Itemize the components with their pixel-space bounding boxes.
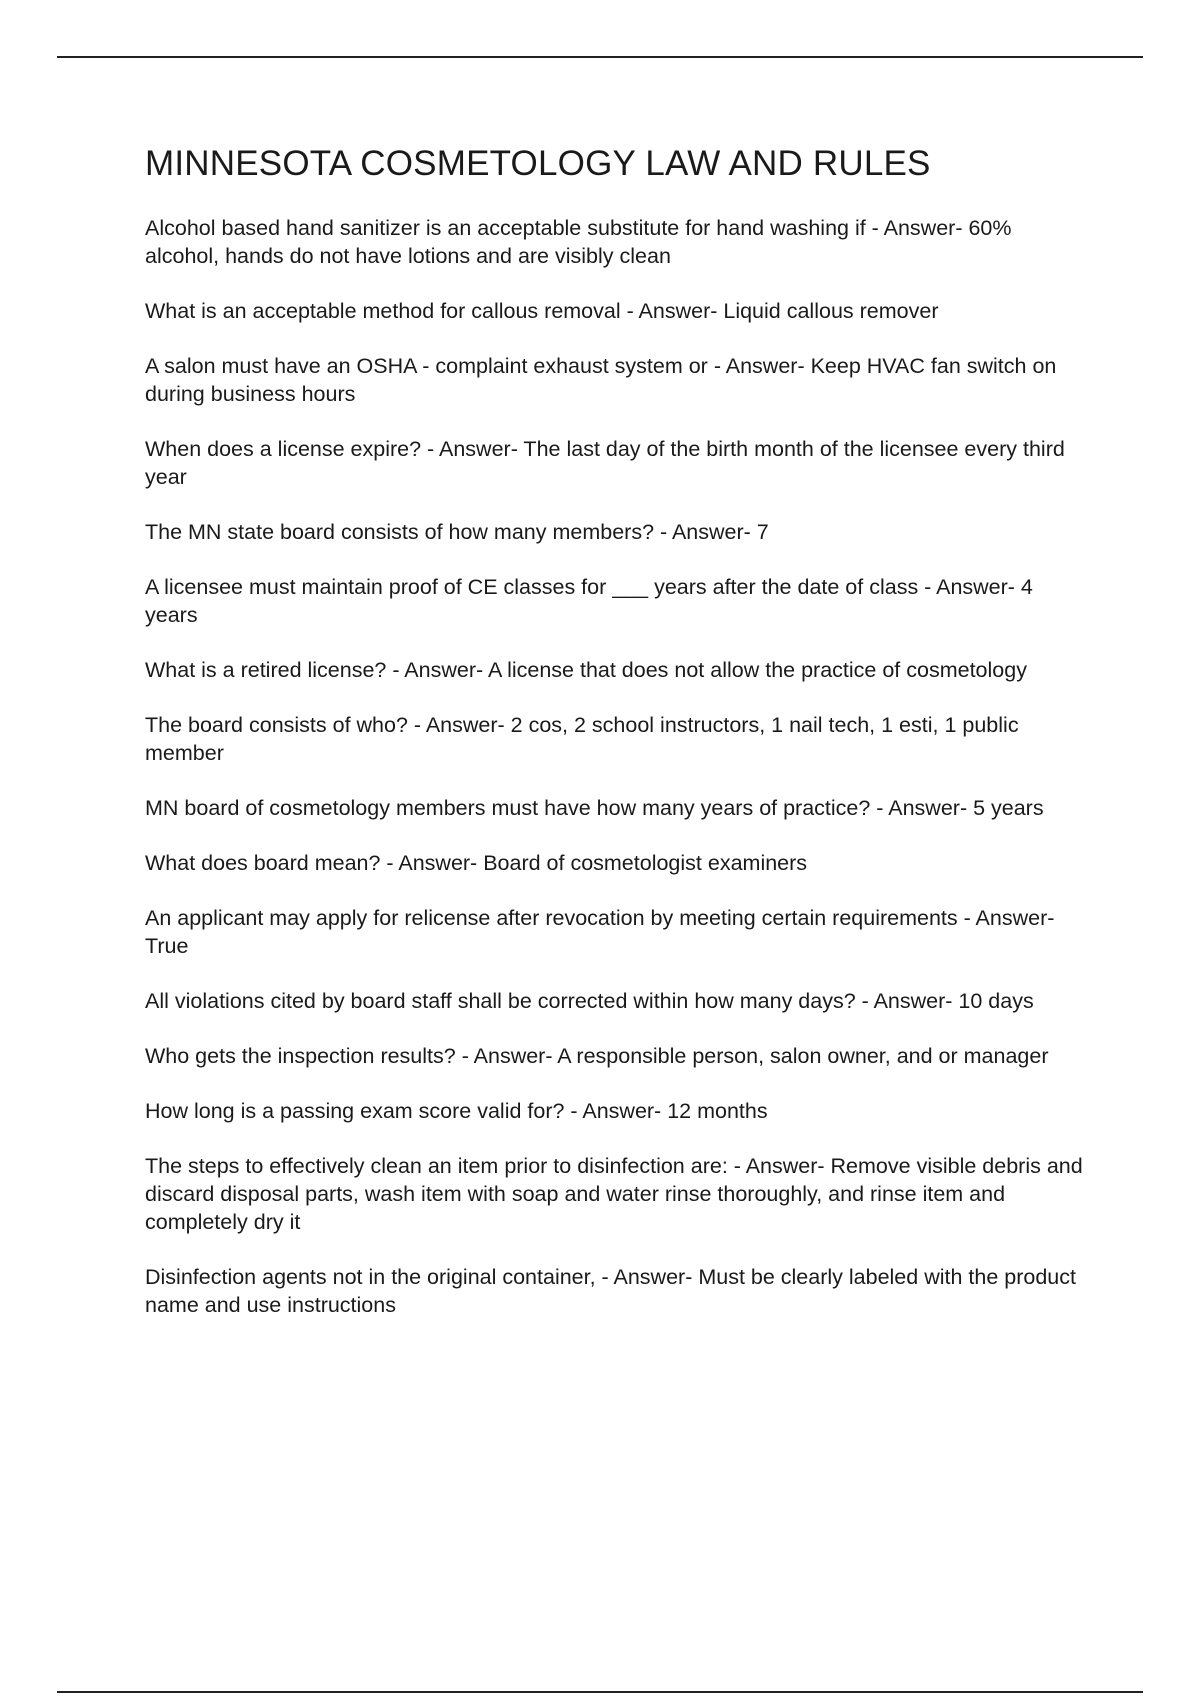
qa-item: All violations cited by board staff shall be corrected within how many days? - Answer- 10 days (145, 989, 1034, 1013)
document-body (145, 140, 1085, 1346)
bottom-rule (57, 1691, 1143, 1693)
qa-item: When does a license expire? - Answer- The last day of the birth month of the licensee every third year (145, 437, 1065, 489)
qa-item: How long is a passing exam score valid for? - Answer- 12 months (145, 1099, 768, 1123)
qa-item: The MN state board consists of how many members? - Answer- 7 (145, 520, 769, 544)
qa-item: Alcohol based hand sanitizer is an acceptable substitute for hand washing if - Answer- 60% alcohol, hands do not have lotions and are visibly clean (145, 216, 1012, 268)
qa-item: MN board of cosmetology members must have how many years of practice? - Answer- 5 years (145, 796, 1044, 820)
qa-item: A salon must have an OSHA - complaint exhaust system or - Answer- Keep HVAC fan switch on during business hours (145, 354, 1057, 406)
qa-item: Disinfection agents not in the original container, - Answer- Must be clearly labeled with the product name and use instructions (145, 1265, 1076, 1317)
qa-item: The board consists of who? - Answer- 2 cos, 2 school instructors, 1 nail tech, 1 esti, 1 public member (145, 713, 1019, 765)
qa-item: A licensee must maintain proof of CE classes for ___ years after the date of class - Answer- 4 years (145, 575, 1033, 627)
qa-item: What does board mean? - Answer- Board of cosmetologist examiners (145, 851, 808, 875)
document-title: MINNESOTA COSMETOLOGY LAW AND RULES (145, 144, 931, 183)
qa-item: Who gets the inspection results? - Answer- A responsible person, salon owner, and or manager (145, 1044, 1049, 1068)
qa-item: An applicant may apply for relicense after revocation by meeting certain requirements - Answer- True (145, 906, 1055, 958)
qa-item: The steps to effectively clean an item prior to disinfection are: - Answer- Remove visible debris and discard disposal parts, wash item with soap and water rinse thoroughly, and rinse item and completely dry it (145, 1154, 1083, 1234)
top-rule (57, 56, 1143, 58)
qa-item: What is a retired license? - Answer- A license that does not allow the practice of cosmetology (145, 658, 1027, 682)
qa-item: What is an acceptable method for callous removal - Answer- Liquid callous remover (145, 299, 939, 323)
